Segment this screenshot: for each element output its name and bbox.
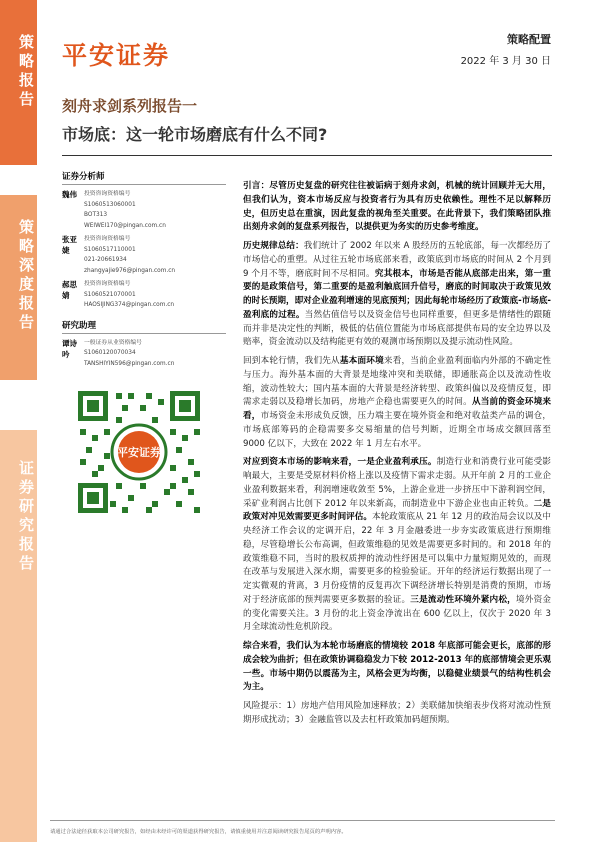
history-key-point: 究其根本，市场是否能从底部走出来，第一重要的是政策信号，第二重要的是盈利触底回升信号，磨底的时间取决于政策见效的时长预期，即对企业盈利增速的见底预判；因此每轮市场经历了政策底-市场底-盈利底的过程。 (243, 268, 551, 320)
analyst-name: 张亚婕 (62, 235, 77, 255)
sidebar-block-depth (0, 195, 37, 380)
current-text-2: 来看，当前企业盈利面临内外部的不确定性与压力。海外基本面的大背景是地缘冲突和美联储，即通胀高企以及流动性收缩，波动性较大；国内基本面的大背景是经济转型、政策纠偏以及疫情反复，即需求走弱以及稳增长加码，房地产企稳也需要更久的时间。 (243, 356, 551, 408)
sidebar-block-research (0, 430, 37, 842)
doc-type: 策略配置 (507, 33, 551, 46)
qr-code (74, 387, 204, 517)
report-series: 刻舟求剑系列报告一 (62, 97, 198, 115)
analyst-entry (62, 234, 226, 276)
current-key: 基本面环境 (339, 356, 384, 366)
analyst-email: WEIWEI170@pingan.com.cn (84, 222, 166, 229)
impact-text-2: 本轮政策底从 21 年 12 月的政治局会议以及中央经济工作会议的定调开启，22 年 3 月金融委进一步夯实政策底进行预期维稳，尽管稳增长公布高调，但政策维稳的见效是需要更多时间的。和 2018 年的政策维稳不同，当时的股权质押的流动性纾困是可以集中力量短期见效的，而现在改革与发展进入深水期，需要更多的检验验证。开年的经济运行数据出现了一定实微观的背离，3 月份疫情的反复再次下调经济增长特别是消费的预期，市场对于经济底部的预判需要更多数据的验证。 (243, 512, 551, 605)
assistant-name: 谭诗吟 (62, 338, 77, 359)
assistant-line: S1060120070034 (84, 350, 136, 356)
analyst-email: HAOSIJING374@pingan.com.cn (84, 302, 175, 308)
analyst-entry (62, 189, 226, 231)
impact-key-1: 对应到资本市场的影响来看，一是企业盈利承压。 (243, 457, 437, 468)
report-date: 2022 年 3 月 30 日 (460, 56, 551, 67)
assistant-heading: 研究助理 (62, 319, 226, 334)
brand-logo: 平安证券 (62, 41, 171, 70)
history-text: 我们统计了 2002 年以来 A 股经历的五轮底部，每一次都经历了市场信心的重塑。从过往五轮市场底部来看，政策底到市场底的时间从 2 个月到 9 个月不等，磨底时间不尽相同。 (243, 241, 551, 279)
analyst-email: zhangyajie976@pingan.com.cn (84, 267, 176, 274)
assistant-line: 一般证券从业资格编号 (84, 339, 142, 346)
risk-paragraph (243, 700, 551, 728)
intro-paragraph (243, 180, 551, 235)
report-body (243, 180, 551, 733)
history-paragraph (243, 240, 551, 350)
analyst-line: S1060521070001 (84, 291, 136, 298)
analyst-line: 投资咨询资格编号 (84, 281, 131, 287)
assistant-email: TANSHIYIN596@pingan.com.cn (84, 360, 175, 367)
title-divider (62, 155, 552, 156)
current-paragraph (243, 355, 551, 451)
intro-text: 引言：尽管历史复盘的研究往往被诟病于刻舟求剑，机械的统计回顾并无大用，但我们认为，资本市场反应与投资者行为具有历史依赖性。理性不足以解释历史，但历史总在重演，因此复盘的视角至关重要。在此背景下，我们策略团队推出刻舟求剑的复盘系列报告，以提供更为务实的历史参考维度。 (243, 181, 551, 233)
analyst-line: 021-20661934 (84, 257, 127, 263)
analyst-line: 投资咨询资格编号 (84, 236, 131, 242)
summary-paragraph (243, 640, 551, 695)
analysts-heading: 证券分析师 (62, 170, 226, 185)
sidebar-label-depth: 策略深度报告 (17, 219, 35, 333)
footer-disclaimer: 请通过合法途径获取本公司研究报告，如经由未经许可的渠道获得研究报告，请慎重使用并注意阅读研究报告尾页的声明内容。 (50, 829, 347, 835)
analyst-name: 郝思婧 (62, 280, 77, 300)
footer-divider (50, 820, 555, 821)
assistant-entry (62, 338, 226, 370)
qr-code-graphic (74, 387, 204, 517)
impact-text-3: 境外资金的变化需要关注。3 月份的北上资金净流出在 600 亿以上，仅次于 2020 年 3 月全球流动性危机阶段。 (243, 594, 551, 633)
sidebar-label-strategy: 策略报告 (17, 34, 35, 110)
sidebar-label-research: 证券研究报告 (17, 460, 35, 574)
impact-paragraph (243, 456, 551, 635)
impact-text-1: 制造行业和消费行业可能受影响最大，主要是受原材料价格上涨以及疫情下需求走弱。从开年前 2 月的工业企业盈利数据来看，利润增速收敛至 5%，上游企业进一步挤压中下游利润空间，采矿业利润占比创下 2012 年以来新高，而制造业中下游企业也由正转负。 (243, 457, 551, 509)
analyst-entry (62, 279, 226, 311)
report-title: 市场底：这一轮市场磨底有什么不同? (62, 125, 328, 144)
current-text: 回到本轮行情，我们先从 (243, 356, 340, 366)
sidebar (0, 0, 37, 842)
impact-key-2: 二是政策对冲见效需要更多时间评估。 (243, 498, 551, 523)
analyst-line: S1060517110001 (84, 246, 136, 253)
risk-text: 风险提示：1）房地产信用风险加速释放；2）美联储加快缩表步伐将对流动性预期形成扰动；3）金融监管以及去杠杆政策加码超预期。 (243, 701, 551, 725)
history-text-2: 当然估值信号以及资金信号也同样重要，但更多是情绪性的跟随而并非是决定性的判断，极低的估值位置能为市场底部提供布局的安全边界以及赔率，资金流动以及结构能更有效的观测市场预期以及提示流动性风险。 (243, 309, 551, 348)
funding-key: 从当前的资金环境来看， (243, 397, 551, 421)
analyst-line: BOT313 (84, 212, 108, 218)
impact-key-3: 三是流动性环境外紧内松， (410, 594, 516, 605)
analyst-column (62, 170, 226, 369)
analyst-name: 魏伟 (62, 190, 77, 199)
sidebar-block-strategy (0, 0, 37, 165)
history-lead: 历史规律总结： (243, 241, 304, 251)
analyst-line: 投资咨询资格编号 (84, 191, 131, 197)
qr-label: 平安证券 (117, 446, 161, 459)
funding-text: 市场资金未形成负反馈，压力端主要在境外资金和绝对收益类产品的调仓，市场底部筹码的企稳需要多交易缩量的信号判断，近期全市场成交额回落至 9000 亿以下，大致在 2022 年 1 月左右水平。 (243, 411, 551, 449)
summary-text: 综合来看，我们认为本轮市场磨底的情境较 2018 年底部可能会更长，底部的形成会较为曲折；但在政策协调稳稳发力下较 2012-2013 年的底部情境会更乐观一些。市场中期仍以震荡为主，风格会更为均衡，以稳健业绩景气的结构性机会为主。 (243, 641, 551, 693)
analyst-line: S1060513060001 (84, 201, 136, 208)
